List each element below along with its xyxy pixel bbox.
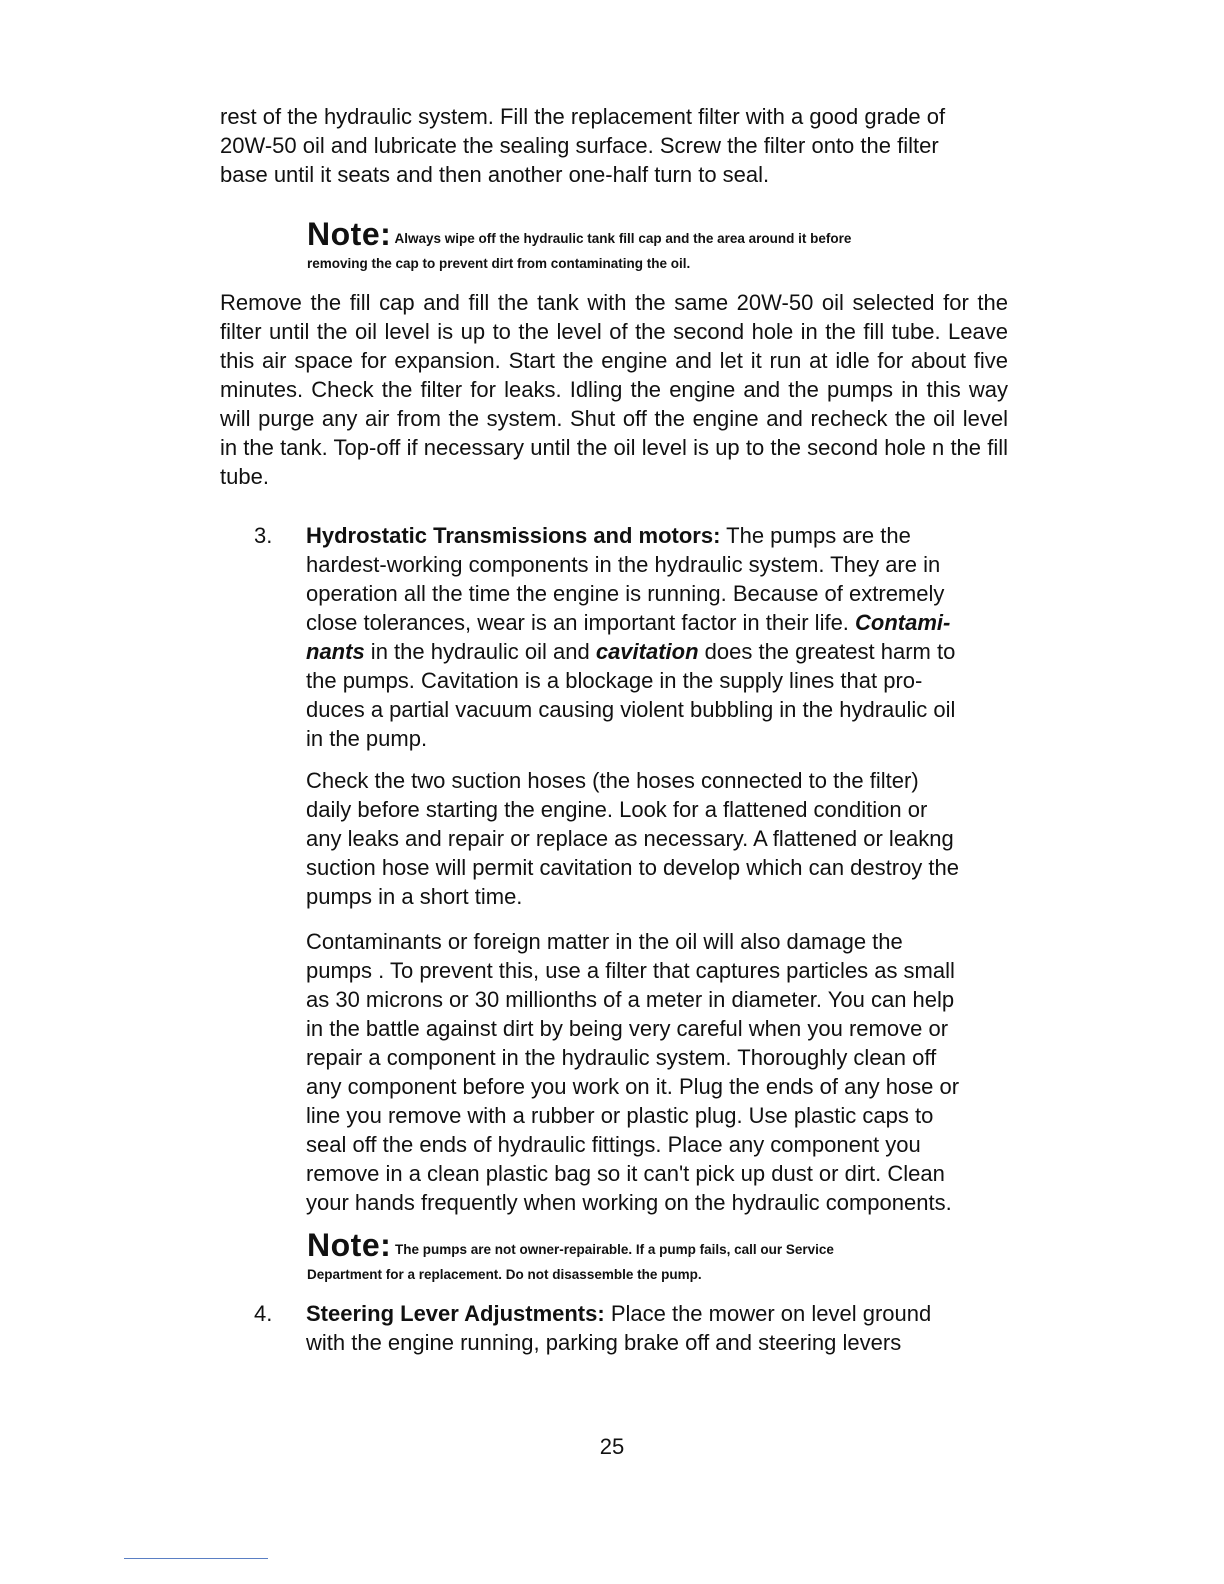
item-text: remove in a clean plastic bag so it can't pick up dust or dirt. Clean [306,1161,945,1186]
item-text: pumps in a short time. [306,884,523,909]
item-text: line you remove with a rubber or plastic plug. Use plastic caps to [306,1103,934,1128]
list-item-steering [306,1299,1006,1357]
item-text: daily before starting the engine. Look for a flattened condition or [306,797,928,822]
intro-line: 20W-50 oil and lubricate the sealing surface. Screw the filter onto the filter [220,133,939,158]
item-text: with the engine running, parking brake off and steering levers [306,1330,902,1355]
item-text: in the hydraulic oil and [364,639,596,664]
item-text: The pumps are the [720,523,911,548]
item-text: any leaks and repair or replace as necessary. A flattened or leakng [306,826,954,851]
contaminants-paragraph [306,927,1006,1217]
intro-line: base until it seats and then another one-half turn to seal. [220,162,770,187]
page-number: 25 [599,1434,625,1459]
item-text: in the pump. [306,726,428,751]
item-text: Check the two suction hoses (the hoses connected to the filter) [306,768,919,793]
item-text: does the greatest harm to [698,639,956,664]
suction-hose-paragraph [306,766,1006,911]
intro-paragraph [220,102,1020,189]
term-cavitation: cavitation [595,639,699,664]
intro-line: rest of the hydraulic system. Fill the replacement filter with a good grade of [220,104,946,129]
item-heading: Steering Lever Adjustments: [306,1301,605,1326]
term-contaminants-end: nants [306,639,365,664]
item-text: in the battle against dirt by being very careful when you remove or [306,1016,949,1041]
item-text: seal off the ends of hydraulic fittings. Place any component you [306,1132,921,1157]
item-text: Place the mower on level ground [604,1301,932,1326]
item-text: your hands frequently when working on the hydraulic components. [306,1190,952,1215]
list-number: 4. [254,1301,273,1326]
term-contaminants: Contami- [855,610,951,635]
note-text-line: removing the cap to prevent dirt from contaminating the oil. [307,256,691,271]
item-text: repair a component in the hydraulic system. Thoroughly clean off [306,1045,937,1070]
footer-divider [124,1558,268,1559]
note-text-line: Department for a replacement. Do not disassemble the pump. [307,1267,702,1282]
item-text: pumps . To prevent this, use a filter that captures particles as small [306,958,955,983]
item-text: duces a partial vacuum causing violent bubbling in the hydraulic oil [306,697,956,722]
fill-tank-paragraph: Remove the fill cap and fill the tank with the same 20W-50 oil selected for the filter until the oil level is up to the level of the second hole in the fill tube. Leave this air space for expansion. Start the engine and let it run at idle for about five minutes. Check the filter for leaks. Idling the engine and the pumps in this way will purge any air from the system. Shut off the engine and recheck the oil level in the tank. Top-off if necessary until the oil level is up to the second hole n the fill tube. [220,290,1008,489]
note-label: Note: [307,216,392,252]
note-pump-repair [307,1227,997,1287]
item-text: operation all the time the engine is running. Because of extremely [306,581,945,606]
note-text-line: Always wipe off the hydraulic tank fill cap and the area around it before [394,231,852,246]
note-text-line: The pumps are not owner-repairable. If a pump fails, call our Service [395,1242,834,1257]
item-text: hardest-working components in the hydraulic system. They are in [306,552,941,577]
item-heading: Hydrostatic Transmissions and motors: [306,523,721,548]
item-text: Contaminants or foreign matter in the oil will also damage the [306,929,903,954]
item-text: close tolerances, wear is an important factor in their life. [306,610,856,635]
item-text: suction hose will permit cavitation to develop which can destroy the [306,855,960,880]
list-number: 3. [254,523,273,548]
note-label: Note: [307,1227,392,1263]
note-hydraulic-cap [307,216,997,276]
list-item-hydrostatic [306,521,1006,753]
item-text: any component before you work on it. Plug the ends of any hose or [306,1074,960,1099]
item-text: the pumps. Cavitation is a blockage in the supply lines that pro- [306,668,923,693]
item-text: as 30 microns or 30 millionths of a meter in diameter. You can help [306,987,955,1012]
